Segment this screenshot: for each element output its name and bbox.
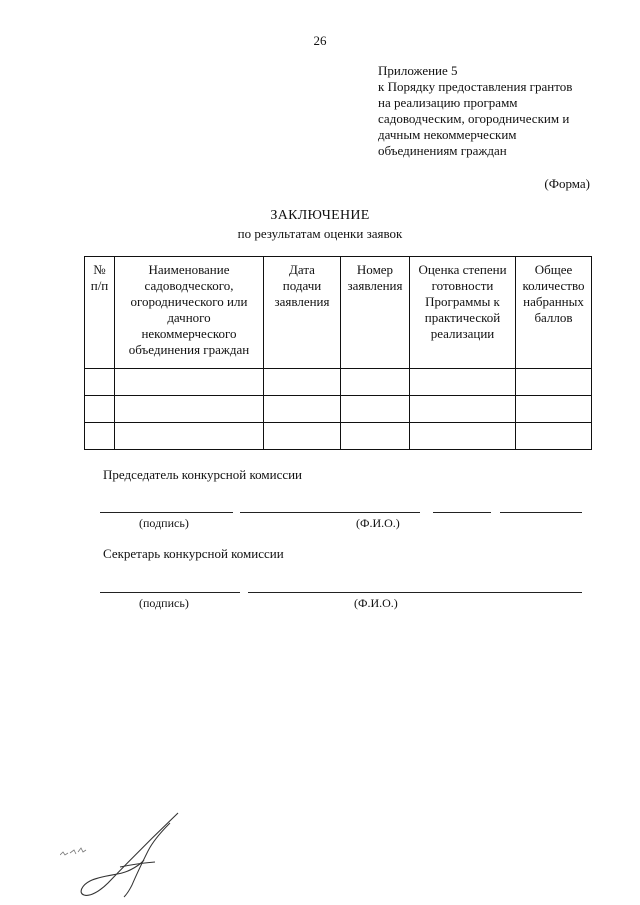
secretary-label: Секретарь конкурсной комиссии bbox=[103, 546, 284, 561]
chairman-signature-line bbox=[100, 512, 233, 513]
header-readiness-assessment: Оценка степени готовности Программы к практической реализации bbox=[410, 257, 516, 369]
table-cell bbox=[264, 423, 341, 450]
chairman-signature-caption: (подпись) bbox=[139, 516, 189, 530]
appendix-line: садоводческим, огородническим и bbox=[378, 111, 570, 126]
table-row bbox=[85, 396, 592, 423]
header-number: № п/п bbox=[85, 257, 115, 369]
form-label: (Форма) bbox=[544, 176, 590, 191]
table-cell bbox=[85, 369, 115, 396]
page-number: 26 bbox=[313, 33, 327, 48]
table-row bbox=[85, 369, 592, 396]
table-header-row bbox=[85, 257, 592, 369]
table-cell bbox=[341, 369, 410, 396]
secretary-signature-caption: (подпись) bbox=[139, 596, 189, 610]
table-cell bbox=[85, 396, 115, 423]
document-title: ЗАКЛЮЧЕНИЕ bbox=[270, 208, 370, 223]
appendix-note bbox=[378, 63, 618, 159]
table-cell bbox=[264, 396, 341, 423]
table-cell bbox=[341, 396, 410, 423]
secretary-signature-line bbox=[100, 592, 240, 593]
table-cell bbox=[115, 369, 264, 396]
header-application-number: Номер заявления bbox=[341, 257, 410, 369]
chairman-name-line-extension bbox=[433, 512, 491, 513]
table-cell bbox=[264, 369, 341, 396]
table-cell bbox=[410, 423, 516, 450]
appendix-line: объединениям граждан bbox=[378, 143, 507, 158]
appendix-line: к Порядку предоставления грантов bbox=[378, 79, 573, 94]
chairman-label: Председатель конкурсной комиссии bbox=[103, 467, 303, 482]
document-subtitle: по результатам оценки заявок bbox=[237, 226, 403, 241]
signature-stroke bbox=[81, 813, 178, 895]
signature-scribble bbox=[60, 848, 86, 855]
header-organization-name: Наименование садоводческого, огороднического или дачного некоммерческого объединения граждан bbox=[115, 257, 264, 369]
chairman-name-line bbox=[240, 512, 420, 513]
chairman-name-line-extension bbox=[500, 512, 582, 513]
table-cell bbox=[341, 423, 410, 450]
handwritten-signature bbox=[60, 805, 190, 900]
secretary-name-caption: (Ф.И.О.) bbox=[354, 596, 398, 610]
table-cell bbox=[115, 423, 264, 450]
table-cell bbox=[516, 396, 592, 423]
table-cell bbox=[115, 396, 264, 423]
secretary-name-line bbox=[248, 592, 582, 593]
chairman-name-caption: (Ф.И.О.) bbox=[356, 516, 400, 530]
appendix-line: Приложение 5 bbox=[378, 63, 458, 78]
table-cell bbox=[410, 369, 516, 396]
header-total-score: Общее количество набранных баллов bbox=[516, 257, 592, 369]
table-cell bbox=[85, 423, 115, 450]
results-table bbox=[84, 256, 592, 450]
table-cell bbox=[516, 423, 592, 450]
table-cell bbox=[516, 369, 592, 396]
header-submission-date: Дата подачи заявления bbox=[264, 257, 341, 369]
appendix-line: дачным некоммерческим bbox=[378, 127, 517, 142]
table-cell bbox=[410, 396, 516, 423]
table-row bbox=[85, 423, 592, 450]
appendix-line: на реализацию программ bbox=[378, 95, 518, 110]
